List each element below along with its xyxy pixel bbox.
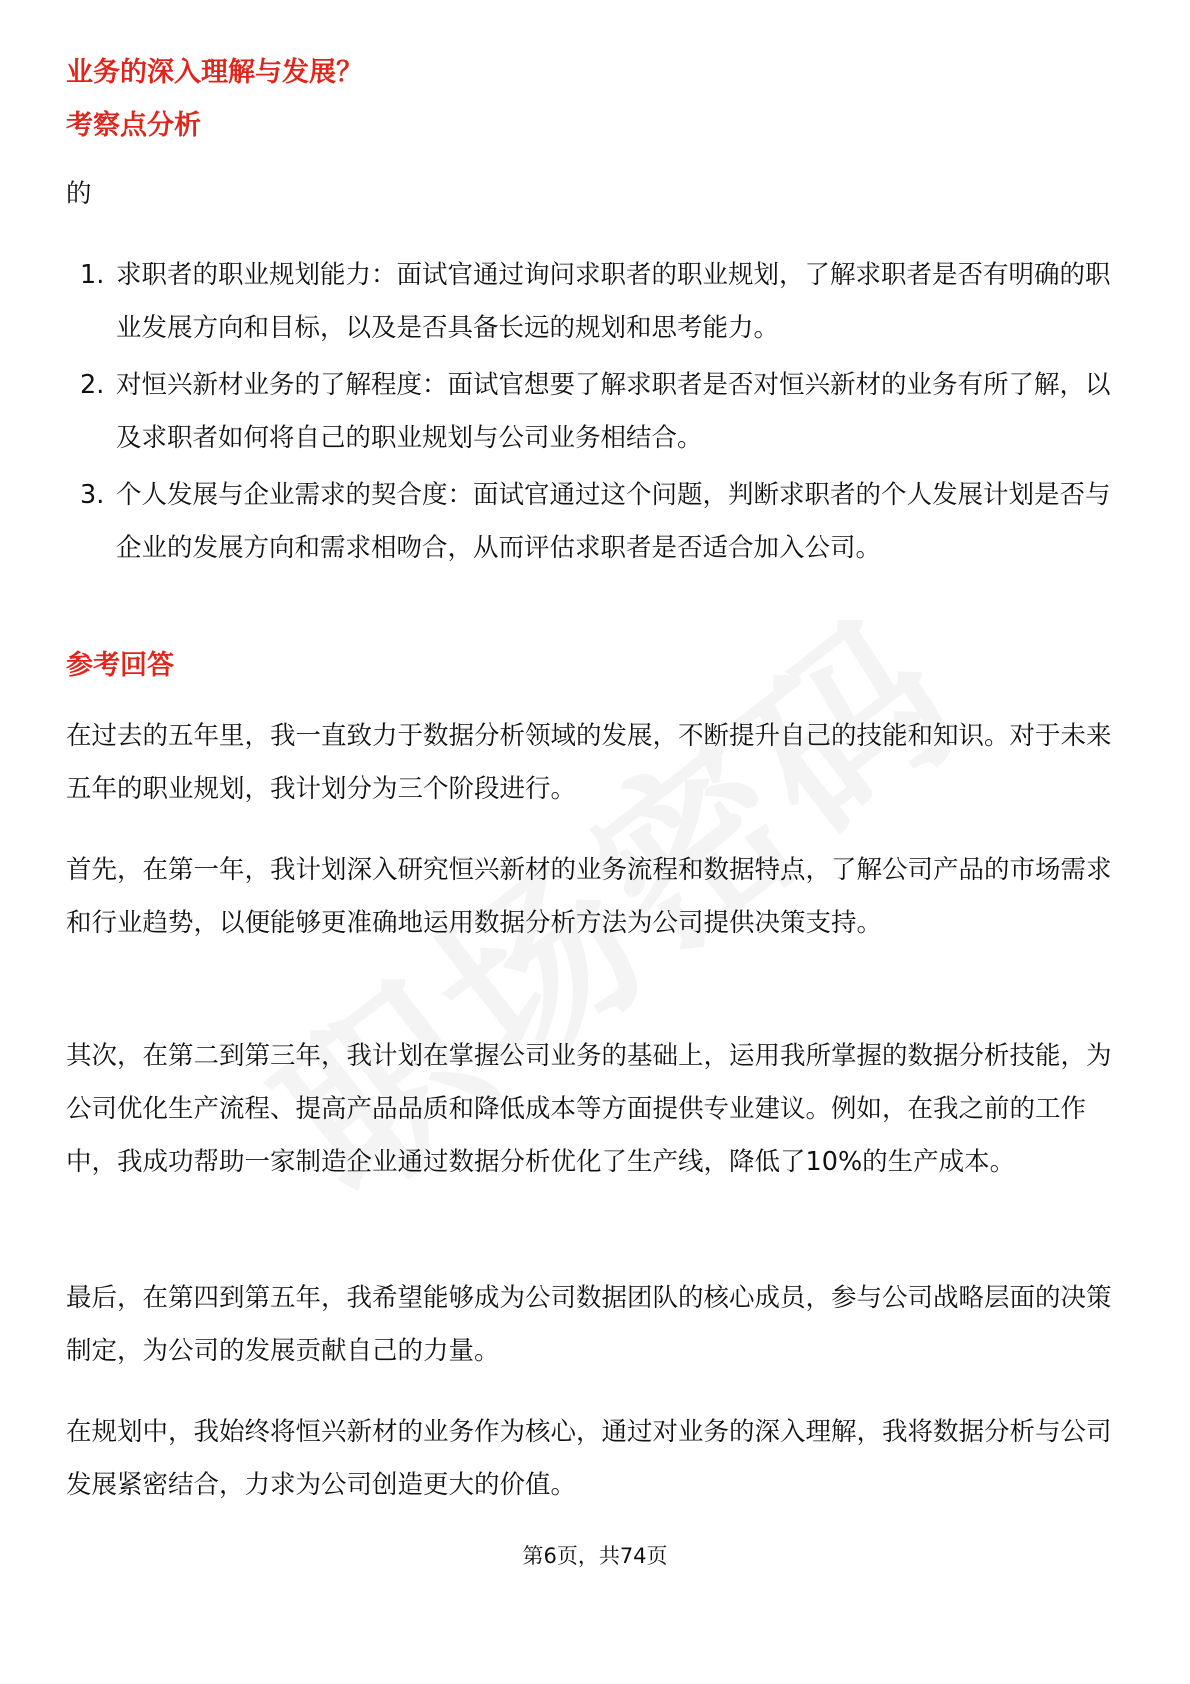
analysis-intro: 的 xyxy=(66,179,92,209)
list-item-number: 1. xyxy=(80,260,105,290)
list-item xyxy=(66,469,1126,575)
analysis-heading: 考察点分析 xyxy=(66,110,201,141)
list-item-number: 3. xyxy=(80,480,105,510)
answer-paragraph: 其次，在第二到第三年，我计划在掌握公司业务的基础上，运用我所掌握的数据分析技能，为公司优化生产流程、提高产品品质和降低成本等方面提供专业建议。例如，在我之前的工作中，我成功帮助一家制造企业通过数据分析优化了生产线，降低了10%的生产成本。 xyxy=(66,1041,1112,1177)
list-item-text: 个人发展与企业需求的契合度：面试官通过这个问题，判断求职者的个人发展计划是否与企业的发展方向和需求相吻合，从而评估求职者是否适合加入公司。 xyxy=(116,480,1111,563)
list-item-text: 对恒兴新材业务的了解程度：面试官想要了解求职者是否对恒兴新材的业务有所了解，以及求职者如何将自己的职业规划与公司业务相结合。 xyxy=(116,370,1111,453)
answer-paragraph: 最后，在第四到第五年，我希望能够成为公司数据团队的核心成员，参与公司战略层面的决策制定，为公司的发展贡献自己的力量。 xyxy=(66,1283,1112,1366)
answer-heading: 参考回答 xyxy=(66,650,174,681)
answer-paragraph: 在过去的五年里，我一直致力于数据分析领域的发展，不断提升自己的技能和知识。对于未来五年的职业规划，我计划分为三个阶段进行。 xyxy=(66,721,1112,804)
answer-paragraph: 在规划中，我始终将恒兴新材的业务作为核心，通过对业务的深入理解，我将数据分析与公司发展紧密结合，力求为公司创造更大的价值。 xyxy=(66,1417,1112,1500)
list-item xyxy=(66,249,1126,355)
page-number: 第6页，共74页 xyxy=(522,1544,668,1568)
list-item xyxy=(66,359,1126,465)
analysis-list xyxy=(66,249,1126,575)
list-item-text: 求职者的职业规划能力：面试官通过询问求职者的职业规划，了解求职者是否有明确的职业发展方向和目标，以及是否具备长远的规划和思考能力。 xyxy=(116,260,1111,343)
answer-paragraph: 首先，在第一年，我计划深入研究恒兴新材的业务流程和数据特点，了解公司产品的市场需求和行业趋势，以便能够更准确地运用数据分析方法为公司提供决策支持。 xyxy=(66,855,1112,938)
question-title: 业务的深入理解与发展？ xyxy=(66,57,363,88)
list-item-number: 2. xyxy=(80,370,105,400)
